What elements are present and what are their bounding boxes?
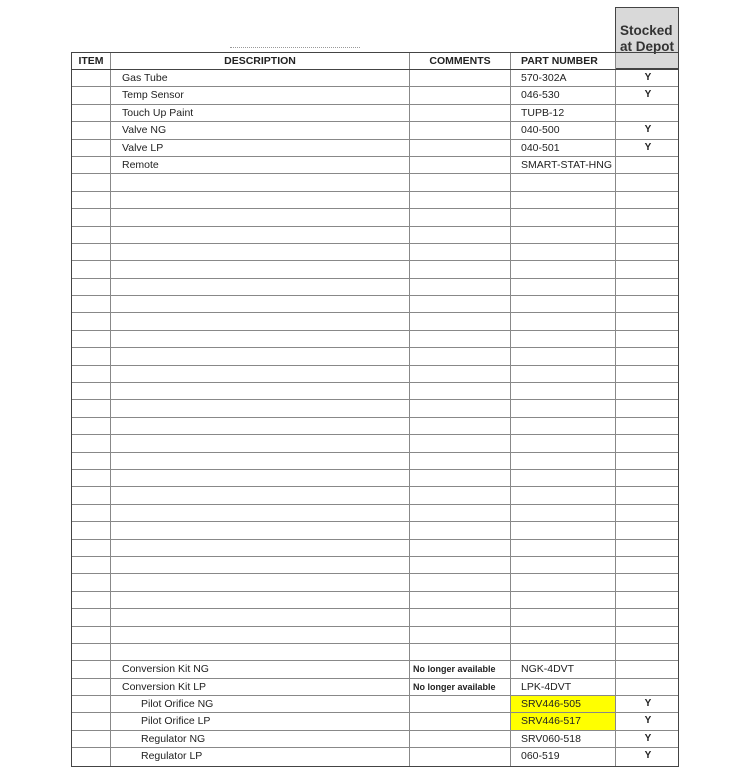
comments-cell: [410, 731, 511, 747]
item-cell: [72, 609, 111, 625]
item-cell: [72, 383, 111, 399]
table-header-row: [72, 53, 678, 70]
part-number-cell: 040-501: [511, 140, 616, 156]
stocked-cell: [616, 679, 680, 695]
table-row: [72, 227, 678, 244]
comments-cell: [410, 574, 511, 590]
stocked-cell: [616, 592, 680, 608]
part-number-cell: 570-302A: [511, 70, 616, 86]
part-number-cell: [511, 313, 616, 329]
part-number-cell: [511, 522, 616, 538]
stocked-cell: [616, 157, 680, 173]
stocked-cell: [616, 192, 680, 208]
item-cell: [72, 644, 111, 660]
part-number-cell: [511, 383, 616, 399]
stocked-cell: [616, 470, 680, 486]
table-row: [72, 261, 678, 278]
part-number-cell: 046-530: [511, 87, 616, 103]
table-row: [72, 487, 678, 504]
stocked-cell: Y: [644, 750, 652, 762]
stocked-cell: [616, 174, 680, 190]
stocked-cell: [616, 313, 680, 329]
comments-cell: [410, 348, 511, 364]
table-row: [72, 453, 678, 470]
table-row: [72, 435, 678, 452]
description-cell: [111, 348, 410, 364]
description-cell: [111, 592, 410, 608]
description-cell: [111, 400, 410, 416]
description-cell: [111, 192, 410, 208]
header-scribble-line: [230, 47, 360, 50]
stocked-header-line2: at Depot: [620, 39, 674, 54]
table-row: [72, 661, 678, 678]
item-cell: [72, 627, 111, 643]
description-cell: Valve LP: [111, 140, 410, 156]
stocked-cell: [616, 540, 680, 556]
table-row: [72, 731, 678, 748]
table-row: [72, 505, 678, 522]
item-cell: [72, 366, 111, 382]
description-cell: [111, 505, 410, 521]
header-comments: COMMENTS: [410, 53, 511, 69]
table-row: [72, 140, 678, 157]
stocked-cell: [616, 644, 680, 660]
comments-cell: [410, 192, 511, 208]
item-cell: [72, 713, 111, 729]
description-cell: Regulator LP: [111, 748, 410, 765]
item-cell: [72, 209, 111, 225]
item-cell: [72, 105, 111, 121]
description-cell: Remote: [111, 157, 410, 173]
stocked-cell: [616, 609, 680, 625]
header-stocked: [616, 53, 680, 69]
table-row: [72, 331, 678, 348]
table-row: [72, 644, 678, 661]
item-cell: [72, 435, 111, 451]
comments-cell: [410, 627, 511, 643]
stocked-cell: [616, 296, 680, 312]
comments-cell: [410, 592, 511, 608]
comments-cell: [410, 505, 511, 521]
table-row: [72, 157, 678, 174]
comments-cell: [410, 713, 511, 729]
description-cell: [111, 279, 410, 295]
part-number-cell: [511, 505, 616, 521]
header-item: ITEM: [72, 53, 111, 69]
description-cell: [111, 627, 410, 643]
item-cell: [72, 331, 111, 347]
item-cell: [72, 522, 111, 538]
comments-cell: No longer available: [410, 661, 511, 677]
table-row: [72, 557, 678, 574]
part-number-cell: SRV446-505: [511, 696, 616, 712]
stocked-cell: [616, 348, 680, 364]
description-cell: [111, 261, 410, 277]
item-cell: [72, 731, 111, 747]
item-cell: [72, 279, 111, 295]
item-cell: [72, 140, 111, 156]
table-row: [72, 696, 678, 713]
table-row: [72, 296, 678, 313]
stocked-cell: Y: [644, 715, 652, 727]
description-cell: [111, 487, 410, 503]
description-cell: [111, 453, 410, 469]
comments-cell: [410, 453, 511, 469]
table-row: [72, 122, 678, 139]
item-cell: [72, 696, 111, 712]
part-number-cell: [511, 296, 616, 312]
comments-cell: [410, 400, 511, 416]
item-cell: [72, 592, 111, 608]
stocked-cell: [616, 453, 680, 469]
item-cell: [72, 227, 111, 243]
description-cell: Conversion Kit NG: [111, 661, 410, 677]
description-cell: Temp Sensor: [111, 87, 410, 103]
table-row: [72, 400, 678, 417]
table-row: [72, 209, 678, 226]
comments-cell: [410, 296, 511, 312]
item-cell: [72, 505, 111, 521]
stocked-cell: [616, 435, 680, 451]
stocked-cell: [616, 383, 680, 399]
part-number-cell: [511, 487, 616, 503]
table-row: [72, 383, 678, 400]
description-cell: Regulator NG: [111, 731, 410, 747]
stocked-cell: [616, 627, 680, 643]
comments-cell: [410, 313, 511, 329]
table-row: [72, 627, 678, 644]
part-number-cell: 040-500: [511, 122, 616, 138]
comments-cell: No longer available: [410, 679, 511, 695]
stocked-cell: [616, 105, 680, 121]
comments-cell: [410, 522, 511, 538]
part-number-cell: [511, 400, 616, 416]
description-cell: [111, 174, 410, 190]
item-cell: [72, 661, 111, 677]
part-number-cell: [511, 261, 616, 277]
item-cell: [72, 261, 111, 277]
comments-cell: [410, 470, 511, 486]
stocked-cell: [616, 661, 680, 677]
part-number-cell: SRV446-517: [511, 713, 616, 729]
stocked-cell: [616, 227, 680, 243]
table-row: [72, 174, 678, 191]
part-number-cell: [511, 592, 616, 608]
part-number-cell: [511, 366, 616, 382]
stocked-cell: Y: [644, 141, 652, 153]
part-number-cell: [511, 435, 616, 451]
description-cell: [111, 418, 410, 434]
part-number-cell: [511, 348, 616, 364]
table-row: [72, 366, 678, 383]
part-number-cell: [511, 609, 616, 625]
description-cell: [111, 435, 410, 451]
description-cell: [111, 296, 410, 312]
header-description: DESCRIPTION: [111, 53, 410, 69]
stocked-cell: [616, 261, 680, 277]
item-cell: [72, 453, 111, 469]
table-row: [72, 574, 678, 591]
stocked-cell: [616, 279, 680, 295]
stocked-header-line1: Stocked: [620, 23, 673, 38]
comments-cell: [410, 157, 511, 173]
part-number-cell: [511, 331, 616, 347]
table-row: [72, 279, 678, 296]
item-cell: [72, 679, 111, 695]
part-number-cell: SMART-STAT-HNG: [511, 157, 616, 173]
description-cell: Touch Up Paint: [111, 105, 410, 121]
comments-cell: [410, 644, 511, 660]
description-cell: [111, 557, 410, 573]
part-number-cell: [511, 627, 616, 643]
stocked-cell: Y: [644, 89, 652, 101]
part-number-cell: [511, 574, 616, 590]
description-cell: [111, 609, 410, 625]
table-row: [72, 592, 678, 609]
item-cell: [72, 192, 111, 208]
stocked-cell: [616, 209, 680, 225]
description-cell: [111, 313, 410, 329]
table-row: [72, 679, 678, 696]
part-number-cell: [511, 279, 616, 295]
stocked-cell: [616, 557, 680, 573]
table-row: [72, 70, 678, 87]
description-cell: [111, 644, 410, 660]
item-cell: [72, 418, 111, 434]
stocked-cell: Y: [644, 72, 652, 83]
item-cell: [72, 487, 111, 503]
table-row: [72, 713, 678, 730]
comments-cell: [410, 696, 511, 712]
part-number-cell: [511, 174, 616, 190]
item-cell: [72, 574, 111, 590]
stocked-cell: Y: [644, 698, 652, 710]
part-number-cell: [511, 244, 616, 260]
header-part-number: PART NUMBER: [511, 53, 616, 69]
comments-cell: [410, 418, 511, 434]
item-cell: [72, 313, 111, 329]
description-cell: [111, 331, 410, 347]
item-cell: [72, 87, 111, 103]
comments-cell: [410, 366, 511, 382]
table-row: [72, 313, 678, 330]
comments-cell: [410, 122, 511, 138]
stocked-cell: [616, 400, 680, 416]
table-row: [72, 87, 678, 104]
part-number-cell: TUPB-12: [511, 105, 616, 121]
table-row: [72, 470, 678, 487]
description-cell: [111, 366, 410, 382]
stocked-cell: Y: [644, 732, 652, 744]
item-cell: [72, 122, 111, 138]
comments-cell: [410, 557, 511, 573]
description-cell: [111, 470, 410, 486]
stocked-cell: [616, 418, 680, 434]
part-number-cell: NGK-4DVT: [511, 661, 616, 677]
comments-cell: [410, 748, 511, 765]
comments-cell: [410, 609, 511, 625]
stocked-cell: Y: [644, 124, 652, 136]
stocked-cell: [616, 505, 680, 521]
item-cell: [72, 748, 111, 765]
item-cell: [72, 296, 111, 312]
description-cell: Pilot Orifice NG: [111, 696, 410, 712]
part-number-cell: [511, 453, 616, 469]
parts-table: [71, 52, 679, 767]
item-cell: [72, 557, 111, 573]
comments-cell: [410, 435, 511, 451]
part-number-cell: [511, 227, 616, 243]
item-cell: [72, 174, 111, 190]
description-cell: [111, 540, 410, 556]
comments-cell: [410, 140, 511, 156]
description-cell: [111, 522, 410, 538]
description-cell: [111, 244, 410, 260]
table-row: [72, 105, 678, 122]
item-cell: [72, 244, 111, 260]
part-number-cell: [511, 418, 616, 434]
stocked-cell: [616, 522, 680, 538]
item-cell: [72, 70, 111, 86]
comments-cell: [410, 174, 511, 190]
comments-cell: [410, 331, 511, 347]
stocked-cell: [616, 331, 680, 347]
item-cell: [72, 157, 111, 173]
table-row: [72, 192, 678, 209]
part-number-cell: 060-519: [511, 748, 616, 765]
stocked-cell: [616, 487, 680, 503]
table-row: [72, 418, 678, 435]
part-number-cell: SRV060-518: [511, 731, 616, 747]
stocked-cell: [616, 574, 680, 590]
comments-cell: [410, 209, 511, 225]
table-row: [72, 522, 678, 539]
description-cell: Valve NG: [111, 122, 410, 138]
comments-cell: [410, 279, 511, 295]
description-cell: Gas Tube: [111, 70, 410, 86]
part-number-cell: [511, 470, 616, 486]
table-row: [72, 748, 678, 765]
table-body: [72, 70, 678, 766]
part-number-cell: LPK-4DVT: [511, 679, 616, 695]
comments-cell: [410, 70, 511, 86]
item-cell: [72, 348, 111, 364]
item-cell: [72, 400, 111, 416]
description-cell: [111, 227, 410, 243]
description-cell: Pilot Orifice LP: [111, 713, 410, 729]
comments-cell: [410, 261, 511, 277]
description-cell: [111, 383, 410, 399]
part-number-cell: [511, 540, 616, 556]
description-cell: [111, 574, 410, 590]
part-number-cell: [511, 557, 616, 573]
comments-cell: [410, 540, 511, 556]
table-row: [72, 244, 678, 261]
description-cell: [111, 209, 410, 225]
stocked-cell: [616, 244, 680, 260]
item-cell: [72, 470, 111, 486]
table-row: [72, 609, 678, 626]
comments-cell: [410, 487, 511, 503]
table-row: [72, 540, 678, 557]
table-row: [72, 348, 678, 365]
item-cell: [72, 540, 111, 556]
stocked-cell: [616, 366, 680, 382]
description-cell: Conversion Kit LP: [111, 679, 410, 695]
comments-cell: [410, 227, 511, 243]
comments-cell: [410, 87, 511, 103]
part-number-cell: [511, 192, 616, 208]
part-number-cell: [511, 209, 616, 225]
part-number-cell: [511, 644, 616, 660]
comments-cell: [410, 383, 511, 399]
comments-cell: [410, 105, 511, 121]
comments-cell: [410, 244, 511, 260]
